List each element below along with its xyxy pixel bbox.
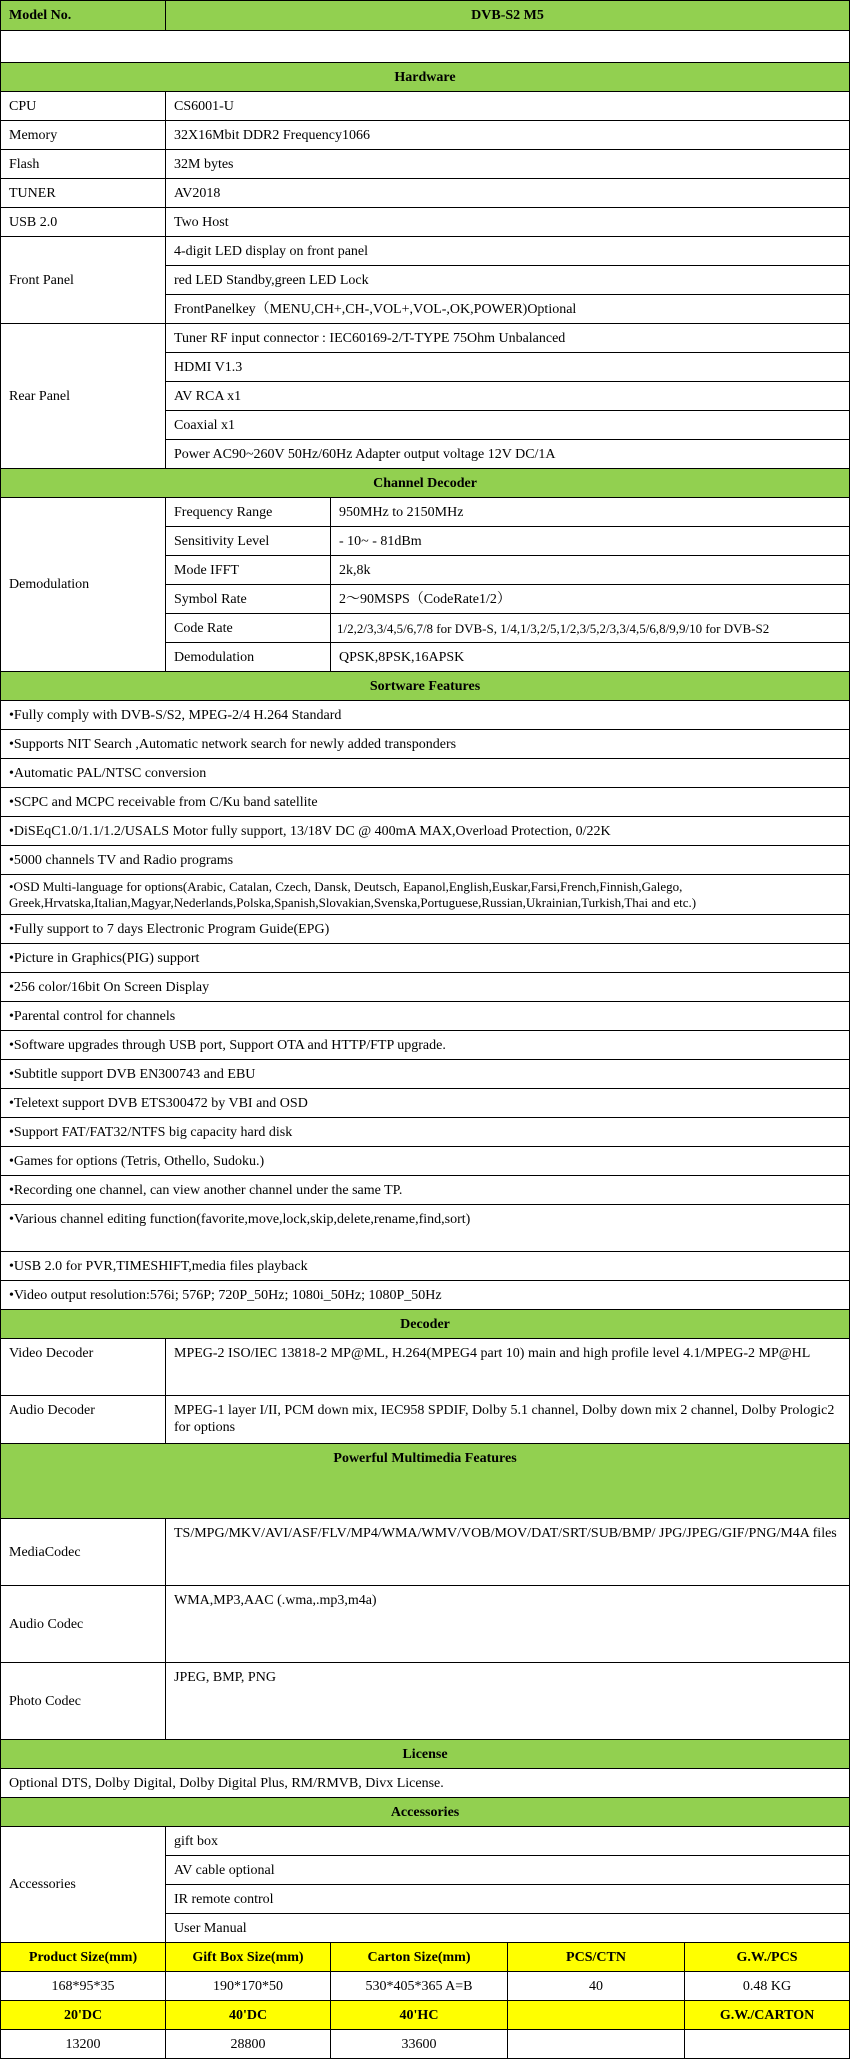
software-header-row — [1, 672, 850, 701]
software-row — [1, 944, 850, 973]
license-title: License — [1, 1740, 850, 1769]
hardware-row — [1, 208, 850, 237]
hardware-row — [1, 92, 850, 121]
packing-value: 33600 — [331, 2030, 508, 2059]
multimedia-row — [1, 1519, 850, 1586]
packing-header: 40'DC — [166, 2001, 331, 2030]
software-title: Sortware Features — [1, 672, 850, 701]
hardware-label: CPU — [1, 92, 166, 121]
hardware-label: TUNER — [1, 179, 166, 208]
software-row — [1, 915, 850, 944]
channel-decoder-header-row — [1, 469, 850, 498]
front-panel-item: red LED Standby,green LED Lock — [166, 266, 850, 295]
blank-row — [1, 31, 850, 63]
software-row — [1, 701, 850, 730]
decoder-row — [1, 1339, 850, 1396]
packing-value: 530*405*365 A=B — [331, 1972, 508, 2001]
channel-decoder-title: Channel Decoder — [1, 469, 850, 498]
decoder-header-row — [1, 1310, 850, 1339]
software-row — [1, 1205, 850, 1252]
accessories-title: Accessories — [1, 1798, 850, 1827]
multimedia-value: TS/MPG/MKV/AVI/ASF/FLV/MP4/WMA/WMV/VOB/MOV/DAT/SRT/SUB/BMP/ JPG/JPEG/GIF/PNG/M4A files — [166, 1519, 850, 1586]
packing-header-row-1 — [1, 1943, 850, 1972]
packing-value: 13200 — [1, 2030, 166, 2059]
front-panel-item: FrontPanelkey（MENU,CH+,CH-,VOL+,VOL-,OK,POWER)Optional — [166, 295, 850, 324]
software-row — [1, 973, 850, 1002]
rear-panel-item: HDMI V1.3 — [166, 353, 850, 382]
packing-header: PCS/CTN — [508, 1943, 685, 1972]
packing-header: 20'DC — [1, 2001, 166, 2030]
software-row — [1, 730, 850, 759]
hardware-value: 32M bytes — [166, 150, 850, 179]
hardware-value: Two Host — [166, 208, 850, 237]
software-row — [1, 1281, 850, 1310]
accessory-item: User Manual — [166, 1914, 850, 1943]
decoder-value: MPEG-2 ISO/IEC 13818-2 MP@ML, H.264(MPEG4 part 10) main and high profile level 4.1/MPEG-2 MP@HL — [166, 1339, 850, 1396]
multimedia-row — [1, 1663, 850, 1740]
software-row — [1, 788, 850, 817]
packing-value: 0.48 KG — [685, 1972, 850, 2001]
packing-value: 190*170*50 — [166, 1972, 331, 2001]
packing-value: 40 — [508, 1972, 685, 2001]
license-text: Optional DTS, Dolby Digital, Dolby Digital Plus, RM/RMVB, Divx License. — [1, 1769, 850, 1798]
hardware-value: CS6001-U — [166, 92, 850, 121]
multimedia-row — [1, 1586, 850, 1663]
license-row — [1, 1769, 850, 1798]
software-item: •SCPC and MCPC receivable from C/Ku band satellite — [1, 788, 850, 817]
packing-header: G.W./CARTON — [685, 2001, 850, 2030]
software-row — [1, 1002, 850, 1031]
software-item: •5000 channels TV and Radio programs — [1, 846, 850, 875]
demod-param: Sensitivity Level — [166, 527, 331, 556]
hardware-value: 32X16Mbit DDR2 Frequency1066 — [166, 121, 850, 150]
hardware-title: Hardware — [1, 63, 850, 92]
software-item: •Games for options (Tetris, Othello, Sudoku.) — [1, 1147, 850, 1176]
rear-panel-item: Coaxial x1 — [166, 411, 850, 440]
multimedia-header-row — [1, 1444, 850, 1519]
packing-header-row-2 — [1, 2001, 850, 2030]
demod-value: 1/2,2/3,3/4,5/6,7/8 for DVB-S, 1/4,1/3,2/5,1/2,3/5,2/3,3/4,5/6,8/9,9/10 for DVB-S2 — [331, 614, 850, 643]
software-row — [1, 1118, 850, 1147]
demod-param: Mode IFFT — [166, 556, 331, 585]
rear-panel-item: Tuner RF input connector : IEC60169-2/T-TYPE 75Ohm Unbalanced — [166, 324, 850, 353]
software-item: •Fully support to 7 days Electronic Program Guide(EPG) — [1, 915, 850, 944]
demod-value: 2～90MSPS（CodeRate1/2） — [331, 585, 850, 614]
software-item: •Automatic PAL/NTSC conversion — [1, 759, 850, 788]
hardware-header-row — [1, 63, 850, 92]
multimedia-value: JPEG, BMP, PNG — [166, 1663, 850, 1740]
software-item: •USB 2.0 for PVR,TIMESHIFT,media files playback — [1, 1252, 850, 1281]
software-row — [1, 759, 850, 788]
demod-row — [1, 498, 850, 527]
software-item: •Subtitle support DVB EN300743 and EBU — [1, 1060, 850, 1089]
license-header-row — [1, 1740, 850, 1769]
packing-header: Product Size(mm) — [1, 1943, 166, 1972]
accessories-label: Accessories — [1, 1827, 166, 1943]
demod-param: Code Rate — [166, 614, 331, 643]
accessory-item: IR remote control — [166, 1885, 850, 1914]
model-value: DVB-S2 M5 — [166, 1, 850, 31]
multimedia-label: MediaCodec — [1, 1519, 166, 1586]
rear-panel-row — [1, 324, 850, 353]
packing-header: Gift Box Size(mm) — [166, 1943, 331, 1972]
accessories-row — [1, 1827, 850, 1856]
hardware-label: Flash — [1, 150, 166, 179]
software-item: •Recording one channel, can view another channel under the same TP. — [1, 1176, 850, 1205]
accessories-header-row — [1, 1798, 850, 1827]
model-label: Model No. — [1, 1, 166, 31]
hardware-row — [1, 150, 850, 179]
front-panel-item: 4-digit LED display on front panel — [166, 237, 850, 266]
software-item: •Teletext support DVB ETS300472 by VBI and OSD — [1, 1089, 850, 1118]
packing-value-row-1 — [1, 1972, 850, 2001]
software-item: •Parental control for channels — [1, 1002, 850, 1031]
hardware-row — [1, 179, 850, 208]
packing-value — [685, 2030, 850, 2059]
packing-header: G.W./PCS — [685, 1943, 850, 1972]
packing-header: Carton Size(mm) — [331, 1943, 508, 1972]
software-row — [1, 1147, 850, 1176]
software-item: •Various channel editing function(favorite,move,lock,skip,delete,rename,find,sort) — [1, 1205, 850, 1252]
blank-cell — [1, 31, 850, 63]
demod-param: Symbol Rate — [166, 585, 331, 614]
software-item: •Supports NIT Search ,Automatic network search for newly added transponders — [1, 730, 850, 759]
multimedia-title: Powerful Multimedia Features — [1, 1444, 850, 1519]
demod-value: 2k,8k — [331, 556, 850, 585]
decoder-label: Video Decoder — [1, 1339, 166, 1396]
software-row — [1, 1060, 850, 1089]
hardware-value: AV2018 — [166, 179, 850, 208]
software-item: •Picture in Graphics(PIG) support — [1, 944, 850, 973]
demod-value: - 10~ - 81dBm — [331, 527, 850, 556]
rear-panel-item: AV RCA x1 — [166, 382, 850, 411]
packing-value: 168*95*35 — [1, 1972, 166, 2001]
packing-value: 28800 — [166, 2030, 331, 2059]
packing-value-row-2 — [1, 2030, 850, 2059]
accessory-item: AV cable optional — [166, 1856, 850, 1885]
hardware-label: Memory — [1, 121, 166, 150]
demod-value: 950MHz to 2150MHz — [331, 498, 850, 527]
software-item: •DiSEqC1.0/1.1/1.2/USALS Motor fully support, 13/18V DC @ 400mA MAX,Overload Protection, 0/22K — [1, 817, 850, 846]
demod-param: Frequency Range — [166, 498, 331, 527]
software-row — [1, 846, 850, 875]
packing-header — [508, 2001, 685, 2030]
accessory-item: gift box — [166, 1827, 850, 1856]
decoder-row — [1, 1396, 850, 1444]
software-row — [1, 1176, 850, 1205]
software-item: •Support FAT/FAT32/NTFS big capacity hard disk — [1, 1118, 850, 1147]
multimedia-label: Photo Codec — [1, 1663, 166, 1740]
software-item: •OSD Multi-language for options(Arabic, Catalan, Czech, Dansk, Deutsch, Eapanol,English,Euskar,Farsi,French,Finnish,Galego, Greek,Hrvatska,Italian,Magyar,Nederlands,Polska,Spanish,Slovakian,Svenska,Portuguese,Russian,Ukrainian,Turkish,Thai and etc.) — [1, 875, 850, 915]
packing-value — [508, 2030, 685, 2059]
demod-value: QPSK,8PSK,16APSK — [331, 643, 850, 672]
front-panel-label: Front Panel — [1, 237, 166, 324]
decoder-value: MPEG-1 layer I/II, PCM down mix, IEC958 SPDIF, Dolby 5.1 channel, Dolby down mix 2 channel, Dolby Prologic2 for options — [166, 1396, 850, 1444]
decoder-title: Decoder — [1, 1310, 850, 1339]
software-item: •Software upgrades through USB port, Support OTA and HTTP/FTP upgrade. — [1, 1031, 850, 1060]
model-row — [1, 1, 850, 31]
multimedia-value: WMA,MP3,AAC (.wma,.mp3,m4a) — [166, 1586, 850, 1663]
demodulation-group-label: Demodulation — [1, 498, 166, 672]
software-row — [1, 875, 850, 915]
demod-param: Demodulation — [166, 643, 331, 672]
software-item: •Video output resolution:576i; 576P; 720P_50Hz; 1080i_50Hz; 1080P_50Hz — [1, 1281, 850, 1310]
rear-panel-label: Rear Panel — [1, 324, 166, 469]
packing-header: 40'HC — [331, 2001, 508, 2030]
hardware-row — [1, 121, 850, 150]
software-row — [1, 1031, 850, 1060]
rear-panel-item: Power AC90~260V 50Hz/60Hz Adapter output voltage 12V DC/1A — [166, 440, 850, 469]
hardware-label: USB 2.0 — [1, 208, 166, 237]
software-row — [1, 817, 850, 846]
front-panel-row — [1, 237, 850, 266]
software-item: •256 color/16bit On Screen Display — [1, 973, 850, 1002]
software-item: •Fully comply with DVB-S/S2, MPEG-2/4 H.264 Standard — [1, 701, 850, 730]
decoder-label: Audio Decoder — [1, 1396, 166, 1444]
multimedia-label: Audio Codec — [1, 1586, 166, 1663]
software-row — [1, 1089, 850, 1118]
software-row — [1, 1252, 850, 1281]
